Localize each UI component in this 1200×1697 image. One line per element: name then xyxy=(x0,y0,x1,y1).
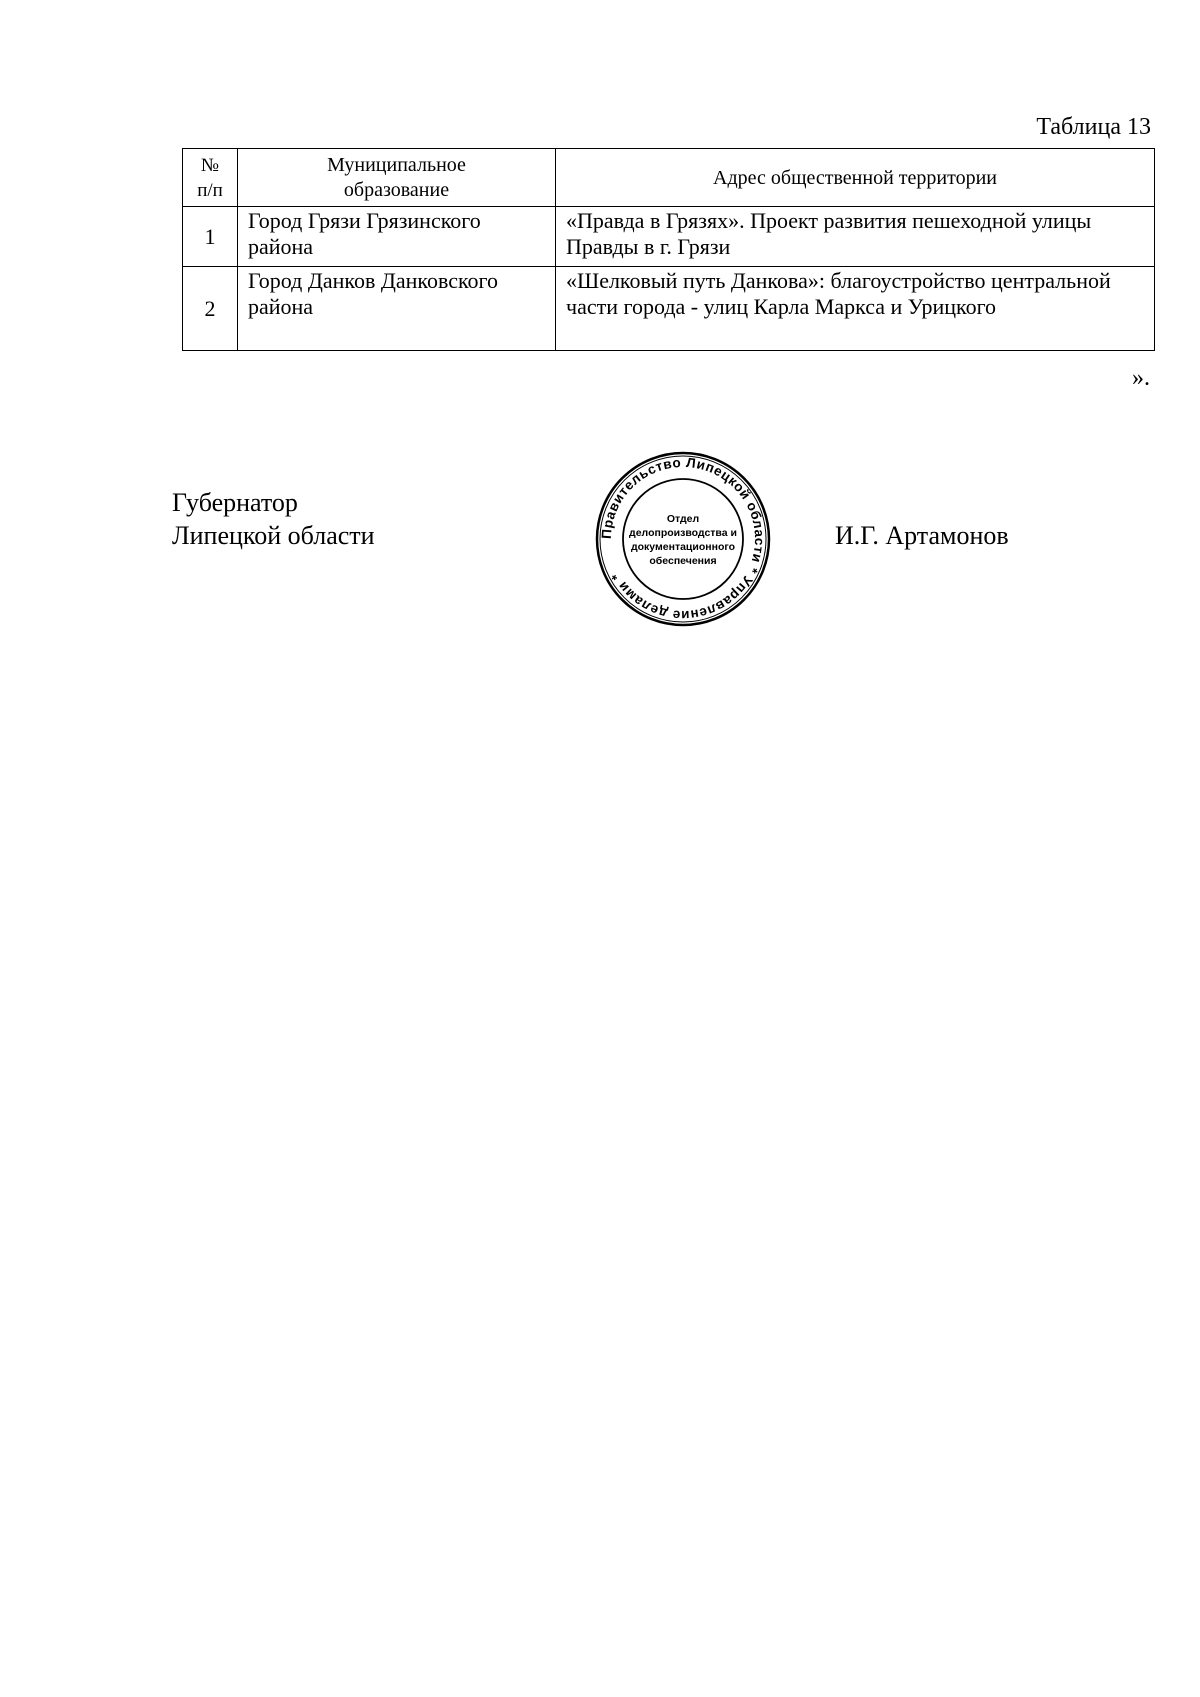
signer-position-line2: Липецкой области xyxy=(172,521,375,550)
row-address: «Правда в Грязях». Проект развития пешеходной улицы Правды в г. Грязи xyxy=(556,207,1155,267)
seal-center-line4: обеспечения xyxy=(649,555,717,567)
table-row xyxy=(183,267,1155,351)
header-number-abbr: п/п xyxy=(197,179,223,201)
seal-center-line3: документационного xyxy=(630,541,736,553)
header-municipality-line2: образование xyxy=(343,179,450,201)
signer-position xyxy=(172,486,375,552)
table-header-row xyxy=(183,149,1155,207)
signer-name: И.Г. Артамонов xyxy=(835,521,1009,550)
header-number xyxy=(183,149,238,207)
official-seal-icon xyxy=(594,450,772,628)
row-municipality: Город Грязи Грязинского района xyxy=(238,207,556,267)
seal-center-line2: делопроизводства и xyxy=(629,527,737,539)
header-municipality xyxy=(238,149,556,207)
table-row xyxy=(183,207,1155,267)
row-municipality: Город Данков Данковского района xyxy=(238,267,556,351)
row-number: 1 xyxy=(183,207,238,267)
closing-quote: ». xyxy=(1132,365,1150,391)
row-number: 2 xyxy=(183,267,238,351)
header-number-symbol: № xyxy=(200,154,220,176)
header-municipality-line1: Муниципальное xyxy=(327,154,466,176)
seal-inner-ring xyxy=(623,479,743,599)
territories-table xyxy=(182,148,1155,351)
seal-outer-text: Правительство Липецкой области * Управление делами * xyxy=(598,454,768,624)
table-caption: Таблица 13 xyxy=(1036,114,1151,140)
seal-center-line1: Отдел xyxy=(666,513,700,525)
row-address: «Шелковый путь Данкова»: благоустройство центральной части города - улиц Карла Маркса и Урицкого xyxy=(556,267,1155,351)
header-address: Адрес общественной территории xyxy=(556,149,1155,207)
signer-position-line1: Губернатор xyxy=(172,488,298,517)
